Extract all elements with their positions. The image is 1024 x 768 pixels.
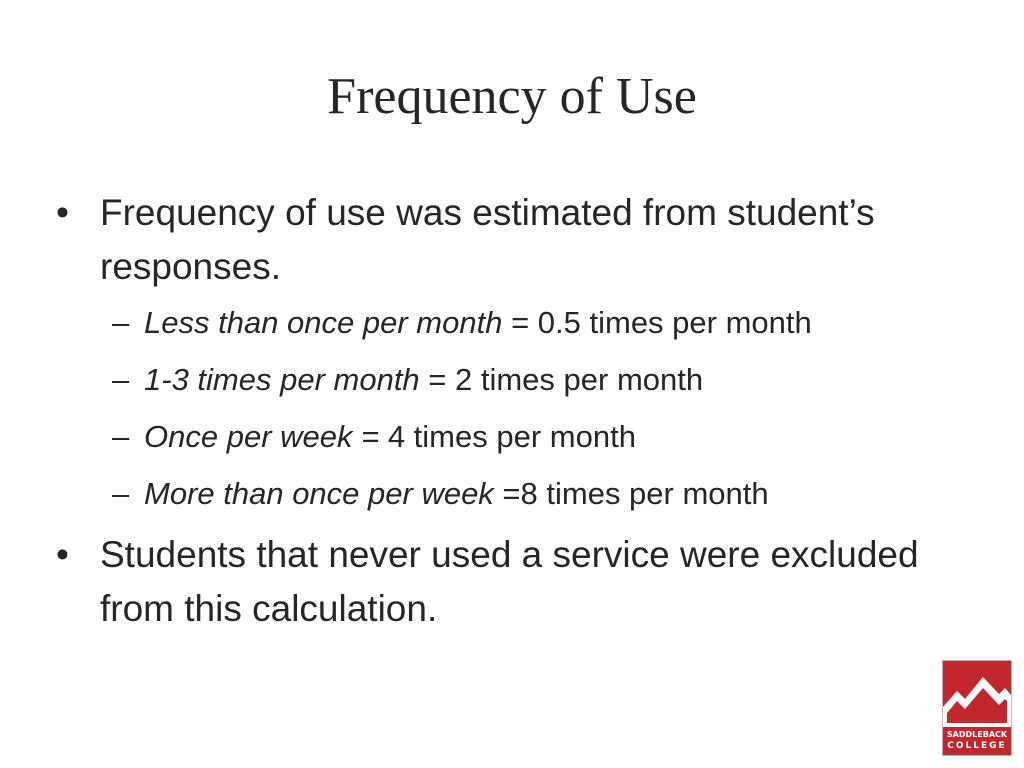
frequency-term: More than once per week — [144, 476, 494, 511]
subbullet-item — [56, 357, 986, 403]
logo-text-line-2: COLLEGE — [947, 741, 1007, 751]
subbullet-item — [56, 300, 986, 346]
frequency-value: 4 times per month — [379, 419, 636, 454]
logo-divider — [943, 723, 1011, 727]
frequency-value: = 2 times per month — [419, 362, 704, 397]
subbullet-item — [56, 471, 986, 517]
bullet-item — [56, 186, 986, 294]
subbullet-list — [56, 300, 986, 517]
subbullet-item — [56, 414, 986, 460]
bullet-item — [56, 528, 986, 636]
bullet-text: Students that never used a service were excluded from this calculation. — [100, 534, 919, 629]
bullet-text: Frequency of use was estimated from student’s responses. — [100, 192, 875, 287]
dash-marker: – — [112, 305, 130, 340]
dash-marker: – — [112, 362, 130, 397]
frequency-value: =8 times per month — [493, 476, 769, 511]
slide-title: Frequency of Use — [327, 68, 697, 125]
slide-content — [56, 186, 986, 636]
logo-text-line-1: SADDLEBACK — [946, 730, 1008, 739]
frequency-term: 1-3 times per month — [144, 362, 420, 397]
saddleback-college-logo — [942, 660, 1012, 756]
bullet-marker: • — [56, 192, 69, 233]
bullet-marker: • — [56, 534, 69, 575]
frequency-term: Once per week = — [144, 419, 380, 454]
frequency-term: Less than once per month — [144, 305, 503, 340]
dash-marker: – — [112, 419, 130, 454]
dash-marker: – — [112, 476, 130, 511]
frequency-value: = 0.5 times per month — [502, 305, 812, 340]
mountain-icon — [943, 661, 1011, 727]
